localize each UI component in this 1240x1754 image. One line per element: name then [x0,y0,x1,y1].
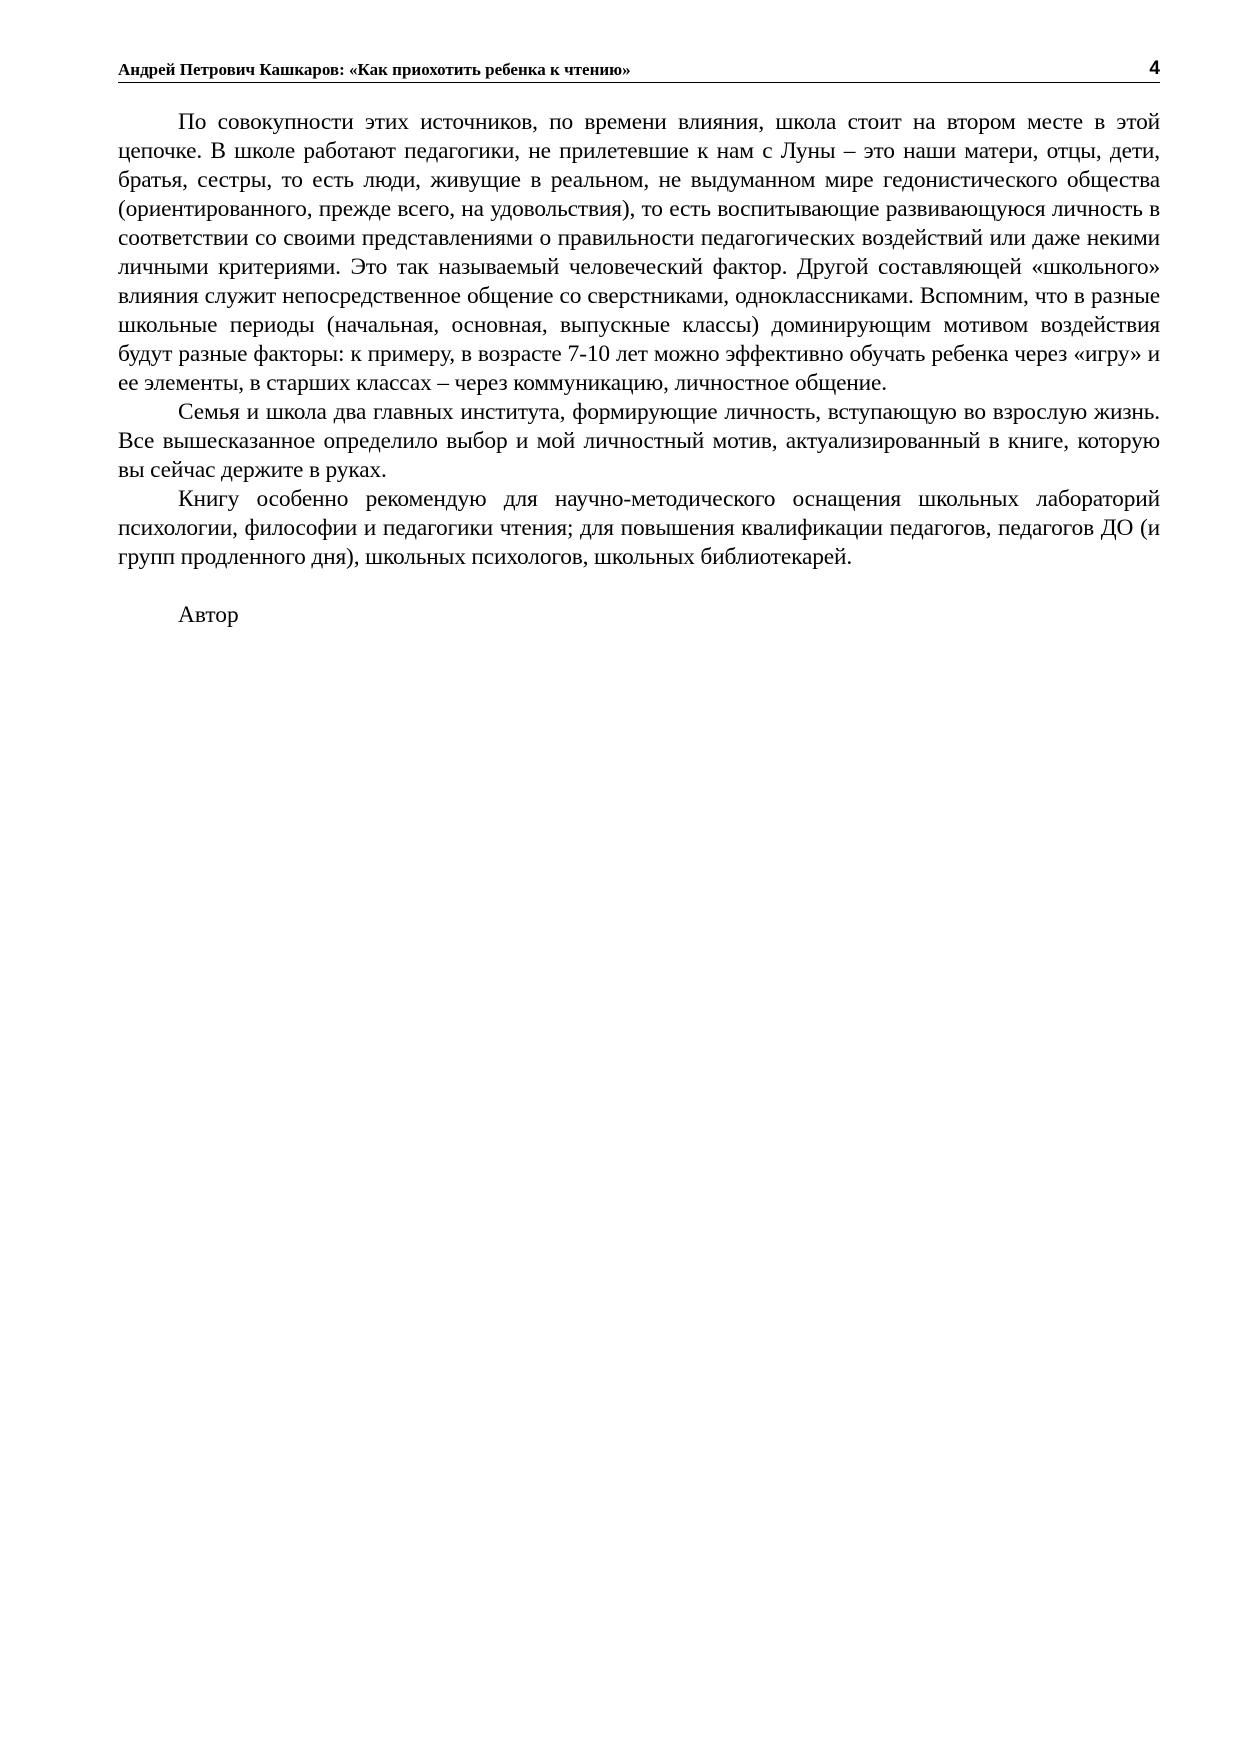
paragraph: По совокупности этих источников, по времени влияния, школа стоит на втором месте в этой цепочке. В школе работают педагогики, не прилетевшие к нам с Луны – это наши матери, отцы, дети, братья, сестры, то есть люди, живущие в реальном, не выдуманном мире гедонистического общества (ориентированного, прежде всего, на удовольствия), то есть воспитывающие развивающуюся личность в соответствии со своими представлениями о правильности педагогических воздействий или даже некими личными критериями. Это так называемый человеческий фактор. Другой составляющей «школьного» влияния служит непосредственное общение со сверстниками, одноклассниками. Вспомним, что в разные школьные периоды (начальная, основная, выпускные классы) доминирующим мотивом воздействия будут разные факторы: к примеру, в возрасте 7-10 лет можно эффективно обучать ребенка через «игру» и ее элементы, в старших классах – через коммуникацию, личностное общение. [118,109,1160,396]
paragraph: Книгу особенно рекомендую для научно-методического оснащения школьных лабораторий психологии, философии и педагогики чтения; для повышения квалификации педагогов, педагогов ДО (и групп продленного дня), школьных психологов, школьных библиотекарей. [118,486,1160,570]
body-text [118,108,1160,630]
running-header-title: Андрей Петрович Кашкаров: «Как приохотить ребенка к чтению» [118,60,631,79]
paragraph: Семья и школа два главных института, формирующие личность, вступающую во взрослую жизнь. Все вышесказанное определило выбор и мой личностный мотив, актуализированный в книге, которую вы сейчас держите в руках. [118,399,1160,483]
page-number: 4 [1149,58,1160,79]
page-header [118,56,1160,83]
author-signature: Автор [178,602,239,628]
